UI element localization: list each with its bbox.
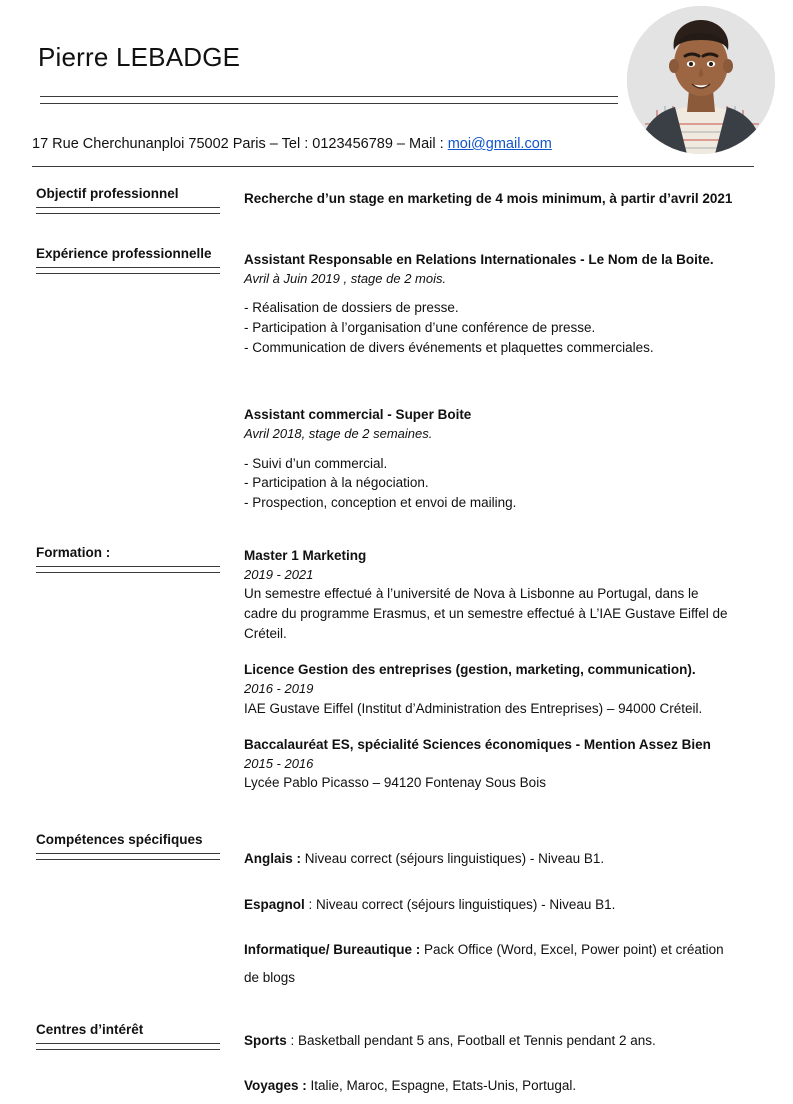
section-label-experience: Expérience professionnelle xyxy=(36,246,246,274)
education-item: Licence Gestion des entreprises (gestion, marketing, communication). 2016 - 2019 IAE Gustave Eiffel (Institut d’Administration des Entreprises) – 94000 Créteil. xyxy=(244,662,703,716)
interest-item: Voyages : Italie, Maroc, Espagne, Etats-Unis, Portugal. xyxy=(244,1077,577,1093)
experience-item: Assistant commercial - Super Boite Avril 2018, stage de 2 semaines. - Suivi d’un commercial. - Participation à la négociation. - Prospection, conception et envoi de mailing. xyxy=(244,405,764,512)
section-education-content xyxy=(244,546,764,793)
label-underline xyxy=(36,1043,220,1044)
section-label-objective: Objectif professionnel xyxy=(36,186,246,214)
label-underline xyxy=(36,853,220,854)
section-label-skills: Compétences spécifiques xyxy=(36,832,246,860)
section-skills-content xyxy=(244,849,764,987)
skill-item: Espagnol : Niveau correct (séjours linguistiques) - Niveau B1. xyxy=(244,896,616,912)
email-link[interactable]: moi@gmail.com xyxy=(447,136,552,152)
label-underline-2 xyxy=(36,1049,220,1050)
section-label-education: Formation : xyxy=(36,545,246,573)
experience-item: Assistant Responsable en Relations Internationales - Le Nom de la Boite. Avril à Juin 2019 , stage de 2 mois. - Réalisation de dossiers de presse. - Participation à l’organisation d’une conférence de presse. - Communication de divers événements et plaquettes commerciales. xyxy=(244,250,764,357)
page-title: Pierre LEBADGE xyxy=(38,42,241,72)
label-underline xyxy=(36,207,220,208)
avatar xyxy=(627,6,775,154)
section-label-interests: Centres d’intérêt xyxy=(36,1022,246,1050)
label-underline-2 xyxy=(36,859,220,860)
experience-bullets: - Suivi d’un commercial. - Participation à la négociation. - Prospection, conception et envoi de mailing. xyxy=(244,455,517,510)
experience-bullets: - Réalisation de dossiers de presse. - Participation à l’organisation d’une conférence de presse. - Communication de divers événements et plaquettes commerciales. xyxy=(244,300,654,355)
section-experience-content xyxy=(244,250,764,512)
label-underline xyxy=(36,566,220,567)
contact-divider xyxy=(32,166,754,167)
skill-item: Informatique/ Bureautique : Pack Office (Word, Excel, Power point) et création de blogs xyxy=(244,942,724,985)
interest-item: Sports : Basketball pendant 5 ans, Football et Tennis pendant 2 ans. xyxy=(244,1033,656,1048)
education-item: Master 1 Marketing 2019 - 2021 Un semestre effectué à l’université de Nova à Lisbonne au Portugal, dans le cadre du programme Erasmus, et un semestre effectué à L’IAE Gustave Eiffel de Créteil. xyxy=(244,548,728,641)
contact-text: 17 Rue Cherchunanploi 75002 Paris – Tel : 0123456789 – Mail : xyxy=(32,136,448,152)
skill-item: Anglais : Niveau correct (séjours linguistiques) - Niveau B1. xyxy=(244,851,605,866)
education-item: Baccalauréat ES, spécialité Sciences économiques - Mention Assez Bien 2015 - 2016 Lycée Pablo Picasso – 94120 Fontenay Sous Bois xyxy=(244,737,711,791)
section-objective-content: Recherche d’un stage en marketing de 4 mois minimum, à partir d’avril 2021 xyxy=(244,191,733,206)
label-underline-2 xyxy=(36,572,220,573)
section-interests-content xyxy=(244,1031,764,1095)
label-underline-2 xyxy=(36,213,220,214)
label-underline-2 xyxy=(36,273,220,274)
title-divider-bottom xyxy=(40,103,618,104)
contact-line xyxy=(32,136,552,152)
portrait-photo-icon xyxy=(627,6,775,154)
label-underline xyxy=(36,267,220,268)
title-divider-top xyxy=(40,96,618,97)
